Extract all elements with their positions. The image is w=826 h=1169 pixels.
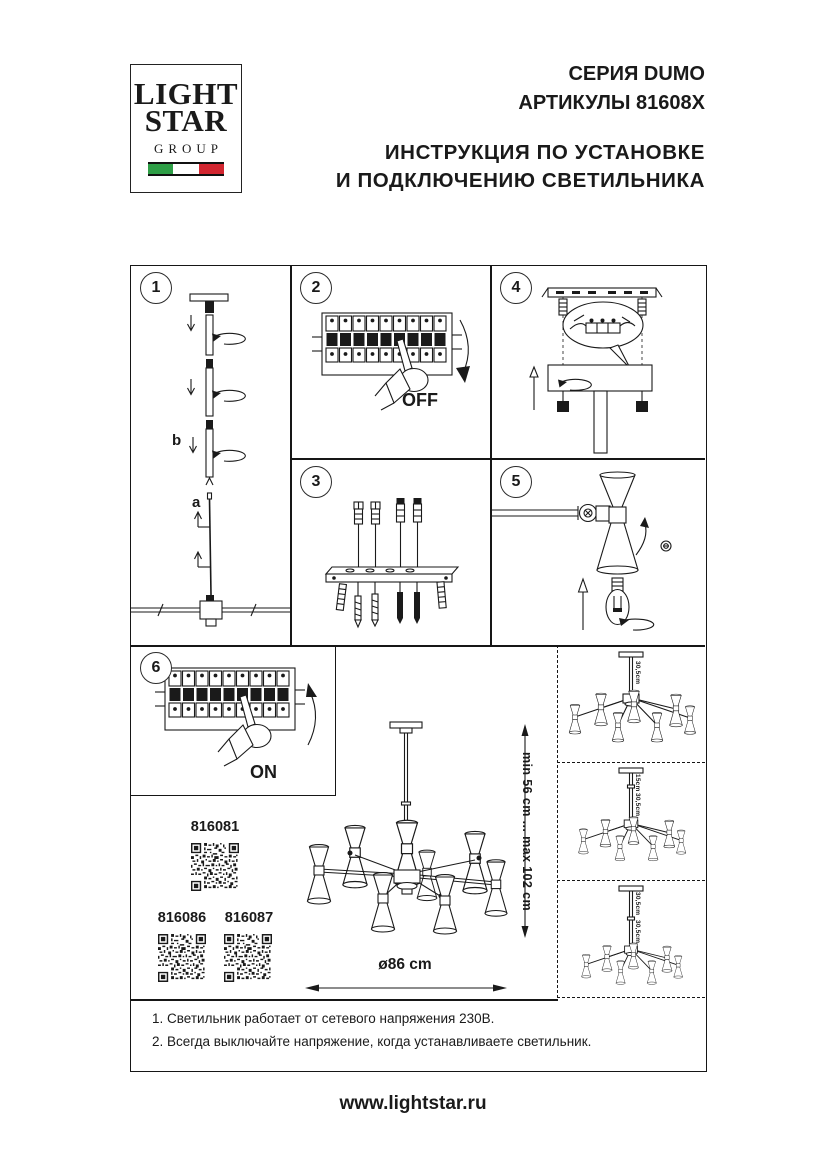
step-6-badge (140, 652, 172, 684)
variant-2-drawing (560, 765, 702, 878)
variant-3-rod-label-1: 30,5cm (634, 892, 641, 916)
note-2: 2. Всегда выключайте напряжение, когда устанавливаете светильник. (152, 1034, 592, 1049)
variants-divider-2 (557, 880, 705, 881)
chandelier-dimension-drawing (293, 698, 553, 998)
variant-1-drawing (560, 648, 702, 760)
website-url: www.lightstar.ru (339, 1093, 487, 1114)
step-3-number: 3 (311, 473, 321, 490)
logo-group: GROUP (153, 140, 224, 156)
variants-divider-1 (557, 762, 705, 763)
article-816081-label: 816081 (190, 819, 240, 835)
step-5-number: 5 (511, 473, 521, 490)
step-1-number: 1 (151, 279, 161, 296)
title-block (336, 60, 705, 194)
article-816086-label: 816086 (157, 910, 207, 926)
variant-1-rod-label: 30,5cm (634, 661, 641, 685)
qr-code-816087 (224, 934, 272, 982)
variant-2-rod-label-2: 30,5cm (634, 793, 641, 817)
qr-code-816081 (191, 843, 239, 891)
italian-flag-stripe (148, 162, 224, 176)
step-1-badge (140, 272, 172, 304)
article-816087-label: 816087 (224, 910, 274, 926)
step-1-label-a: a (192, 494, 201, 511)
variants-border-left (557, 645, 558, 998)
safety-notes (152, 1007, 591, 1053)
step-1-rod-assembly-drawing (130, 265, 290, 645)
variant-3-drawing (560, 884, 702, 996)
height-range-label: min 56 cm ... max 102 cm (520, 752, 534, 911)
step-1-label-b: b (172, 432, 182, 449)
variant-3-rod-label-2: 30,5cm (634, 920, 641, 944)
series-title: СЕРИЯ DUMO (568, 63, 705, 85)
variants-border-bottom (557, 997, 705, 998)
diameter-label: ø86 cm (378, 956, 432, 973)
variant-2-rod-label-1: 15cm (634, 774, 641, 792)
articles-title: АРТИКУЛЫ 81608X (518, 92, 705, 114)
notes-top-border (130, 999, 558, 1001)
lightstar-logo (130, 64, 242, 193)
step-2-off-label: OFF (402, 390, 438, 410)
step-4-badge (500, 272, 532, 304)
note-1: 1. Светильник работает от сетевого напряжения 230В. (152, 1011, 495, 1026)
instruction-line2: И ПОДКЛЮЧЕНИЮ СВЕТИЛЬНИКА (335, 168, 705, 192)
step-3-badge (300, 466, 332, 498)
qr-code-816086 (158, 934, 206, 982)
step-2-badge (300, 272, 332, 304)
instruction-title (336, 139, 705, 194)
step-2-number: 2 (311, 279, 321, 296)
instruction-line1: ИНСТРУКЦИЯ ПО УСТАНОВКЕ (384, 141, 705, 164)
step-6-number: 6 (151, 659, 161, 676)
step-5-badge (500, 466, 532, 498)
logo-light: LIGHT (133, 76, 239, 112)
step-6-on-label: ON (250, 762, 277, 782)
step-4-number: 4 (511, 279, 521, 296)
logo-star: STAR (144, 102, 228, 138)
